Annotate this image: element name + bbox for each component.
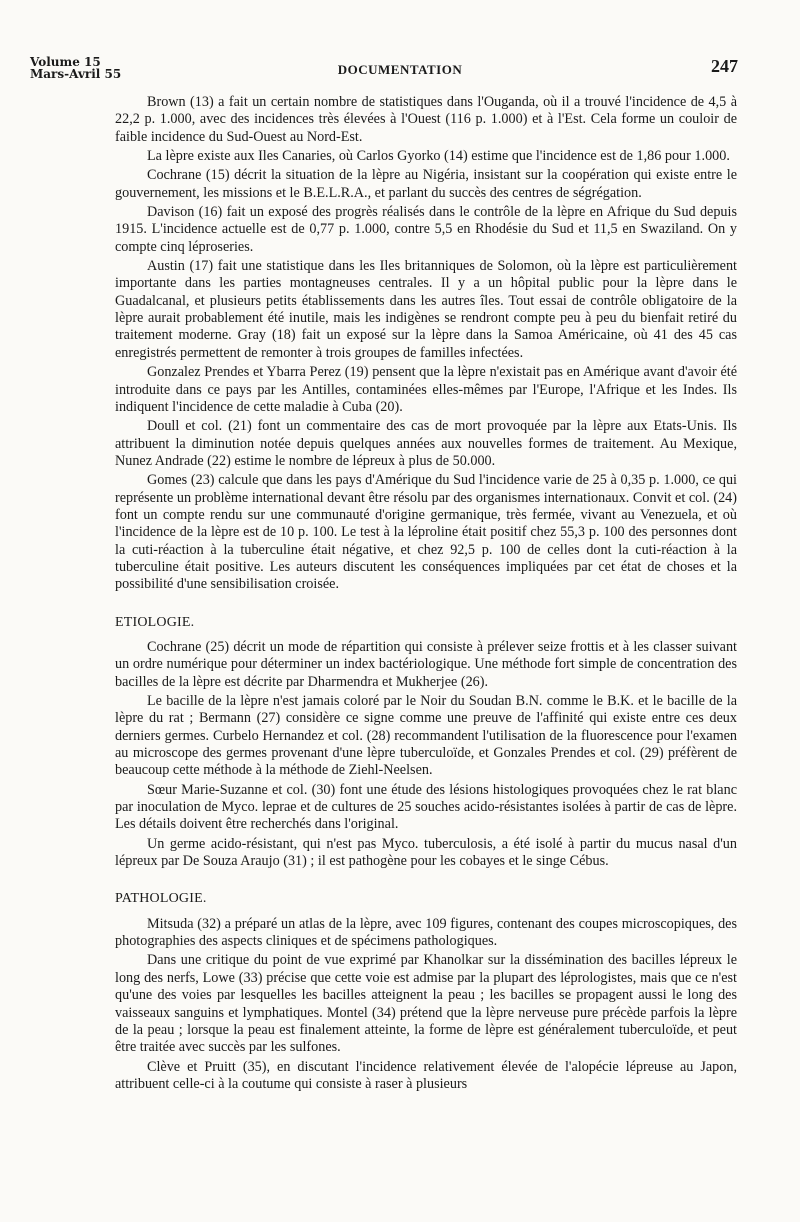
paragraph: La lèpre existe aux Iles Canaries, où Carlos Gyorko (14) estime que l'incidence est de 1,86 pour 1.000. — [147, 148, 730, 165]
paragraph: Sœur Marie-Suzanne et col. (30) font une étude des lésions histologiques provoquées chez le rat blanc par inoculation de Myco. leprae et de cultures de 25 souches acido-résistantes isolées à partir de cas de lèpre. Les détails doivent être recherchés dans l'original. — [115, 781, 737, 833]
paragraph: Un germe acido-résistant, qui n'est pas Myco. tuberculosis, a été isolé à partir du mucus nasal d'un lépreux par De Souza Araujo (31) ; il est pathogène pour les cobayes et le singe Cébus. — [115, 835, 737, 870]
section-heading-pathologie: PATHOLOGIE. — [115, 891, 207, 907]
paragraph: Doull et col. (21) font un commentaire des cas de mort provoquée par la lèpre aux Etats-Unis. Ils attribuent la diminution notée depuis quelques années aux nouvelles formes de traitement. Au Mexique, Nunez Andrade (22) estime le nombre de lépreux à plus de 50.000. — [115, 418, 737, 469]
paragraph: Clève et Pruitt (35), en discutant l'incidence relativement élevée de l'alopécie lépreuse au Japon, attribuent celle-ci à la coutume qui consiste à raser à plusieurs — [115, 1058, 737, 1092]
running-title: DOCUMENTATION — [337, 62, 463, 77]
paragraph: Austin (17) fait une statistique dans les Iles britanniques de Solomon, où la lèpre est particulièrement importante dans les parties montagneuses centrales. Il y a un hôpital public pour la lèpre dans le Guadalcanal, et plusieurs petits établissements dans les autres îles. Tout essai de contrôle obligatoire de la lèpre aurait probablement été inutile, mais les indigènes se rendront compte peu à peu du bienfait retiré du traitement moderne. Gray (18) fait un exposé sur la lèpre dans la Samoa Américaine, où 41 des 45 cas enregistrés permettent de remonter à trois groupes de familles infectées. — [115, 258, 737, 361]
page-header — [0, 56, 800, 86]
paragraph: Davison (16) fait un exposé des progrès réalisés dans le contrôle de la lèpre en Afrique du Sud depuis 1915. L'incidence actuelle est de 0,77 p. 1.000, contre 5,5 en Rhodésie du Sud et 11,5 en Swaziland. On y compte cinq léproseries. — [115, 204, 737, 255]
paragraph: Le bacille de la lèpre n'est jamais coloré par le Noir du Soudan B.N. comme le B.K. et le bacille de la lèpre du rat ; Bermann (27) considère ce signe comme une preuve de l'affinité qui existe entre ces deux derniers germes. Curbelo Hernandez et col. (28) recommandent l'utilisation de la fluorescence pour l'examen au microscope des germes provenant d'une lèpre tuberculoïde, et Gonzales Prendes et col. (29) préfèrent de beaucoup cette méthode à la méthode de Ziehl-Neelsen. — [115, 693, 737, 779]
paragraph: Mitsuda (32) a préparé un atlas de la lèpre, avec 109 figures, contenant des coupes microscopiques, des photographies des aspects cliniques et de spécimens pathologiques. — [115, 915, 737, 950]
article-body — [115, 94, 737, 1093]
paragraph: Cochrane (25) décrit un mode de répartition qui consiste à prélever seize frottis et à les classer suivant un ordre numérique pour déterminer un index bactériologique. Une méthode fort simple de concentration des bacilles de la lèpre est décrite par Dharmendra et Mukherjee (26). — [115, 638, 737, 690]
issue-date: Mars-Avril 55 — [30, 67, 122, 81]
paragraph: Gonzalez Prendes et Ybarra Perez (19) pensent que la lèpre n'existait pas en Amérique avant d'avoir été introduite dans ce pays par les Antilles, contaminées elles-mêmes par l'Europe, l'Afrique et les Indes. Ils indiquent l'incidence de cette maladie à Cuba (20). — [115, 364, 737, 415]
page-number: 247 — [711, 56, 738, 76]
volume-number: Volume 15 — [30, 55, 101, 69]
paragraph: Brown (13) a fait un certain nombre de statistiques dans l'Ouganda, où il a trouvé l'incidence de 4,5 à 22,2 p. 1.000, avec des incidences très élevées à l'Ouest (116 p. 1.000) et à l'Est. Cela forme un couloir de faible incidence du Sud-Ouest au Nord-Est. — [115, 94, 737, 145]
paragraph: Cochrane (15) décrit la situation de la lèpre au Nigéria, insistant sur la coopération qui existe entre le gouvernement, les missions et le B.E.L.R.A., et parlant du succès des centres de ségrégation. — [115, 167, 737, 201]
section-heading-etiologie: ETIOLOGIE. — [115, 614, 195, 630]
paragraph: Dans une critique du point de vue exprimé par Khanolkar sur la dissémination des bacilles lépreux le long des nerfs, Lowe (33) précise que cette voie est admise par la plupart des léprologistes, mais que ce n'est qu'une des voies par lesquelles les bacilles atteignent la peau ; les bacilles se propagent aussi le long des vaisseaux sanguins et lymphatiques. Montel (34) prétend que la lèpre nerveuse pure précède parfois la lèpre de la peau ; lorsque la peau est finalement atteinte, la forme de lèpre est généralement tuberculoïde, et peut être traitée avec succès par les sulfones. — [115, 952, 737, 1056]
paragraph: Gomes (23) calcule que dans les pays d'Amérique du Sud l'incidence varie de 25 à 0,35 p. 1.000, ce qui représente un problème international devant être résolu par des organismes internationaux. Convit et col. (24) font un compte rendu sur une communauté d'origine germanique, très fermée, vivant au Venezuela, et où l'incidence de la lèpre est de 10 p. 100. Le test à la léproline était positif chez 55,3 p. 100 des personnes dont la cuti-réaction à la tuberculine était négative, et chez 92,5 p. 100 de celles dont la cuti-réaction à la tuberculine était positive. Les auteurs discutent les conséquences impliquées par cet état de choses et la possibilité d'une sensibilisation croisée. — [115, 472, 737, 593]
